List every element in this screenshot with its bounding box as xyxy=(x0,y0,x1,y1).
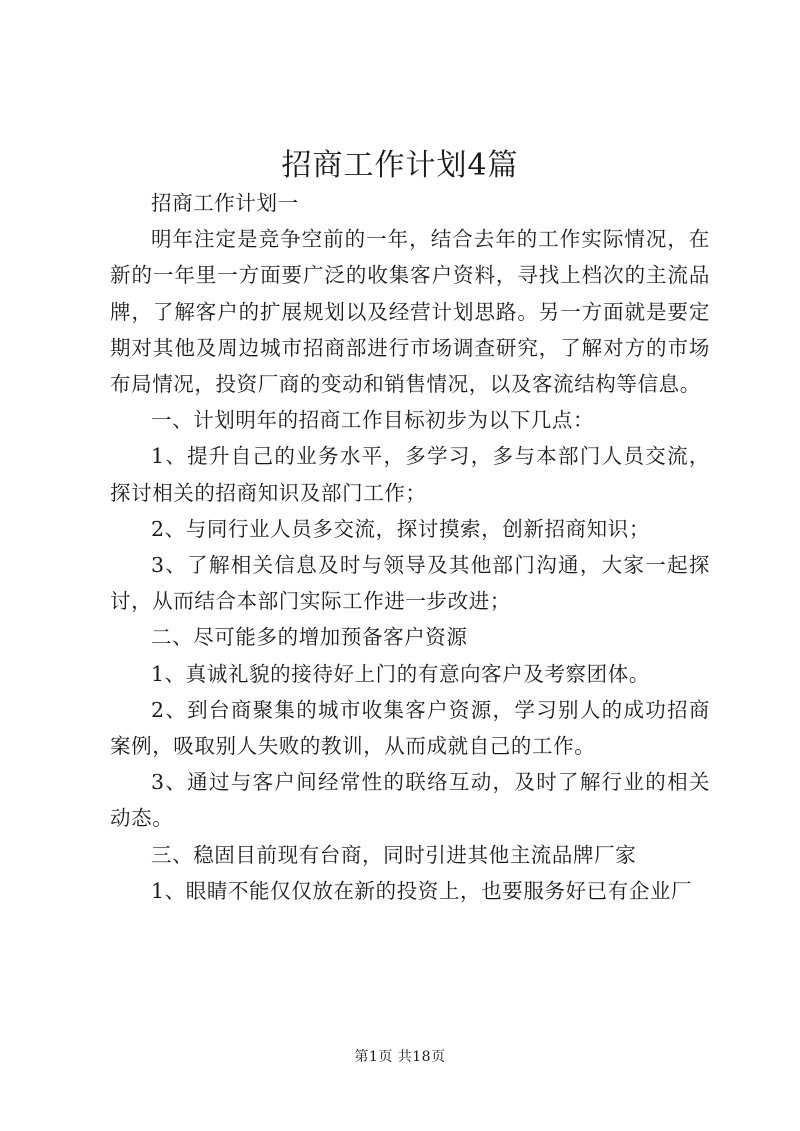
paragraph: 二、尽可能多的增加预备客户资源 xyxy=(151,625,468,650)
paragraph: 三、稳固目前现有台商，同时引进其他主流品牌厂家 xyxy=(151,842,637,867)
document-title: 招商工作计划4篇 xyxy=(281,148,519,183)
page-number-footer: 第1页 共18页 xyxy=(354,1049,446,1065)
paragraph: 1、真诚礼貌的接待好上门的有意向客户及考察团体。 xyxy=(151,661,650,686)
document-body xyxy=(110,185,710,909)
paragraph: 2、与同行业人员多交流，探讨摸索，创新招商知识； xyxy=(151,516,650,541)
paragraph: 3、了解相关信息及时与领导及其他部门沟通，大家一起探讨，从而结合本部门实际工作进一步改进； xyxy=(110,553,710,614)
paragraph: 1、提升自己的业务水平，多学习，多与本部门人员交流，探讨相关的招商知识及部门工作； xyxy=(110,444,710,505)
paragraph: 1、眼睛不能仅仅放在新的投资上，也要服务好已有企业厂 xyxy=(151,878,693,903)
paragraph: 一、计划明年的招商工作目标初步为以下几点： xyxy=(151,408,595,433)
paragraph: 3、通过与客户间经常性的联络互动，及时了解行业的相关动态。 xyxy=(110,770,710,831)
paragraph: 明年注定是竞争空前的一年，结合去年的工作实际情况，在新的一年里一方面要广泛的收集客户资料，寻找上档次的主流品牌，了解客户的扩展规划以及经营计划思路。另一方面就是要定期对其他及周边城市招商部进行市场调查研究，了解对方的市场布局情况，投资厂商的变动和销售情况，以及客流结构等信息。 xyxy=(110,227,710,397)
section-heading: 招商工作计划一 xyxy=(151,191,299,215)
paragraph: 2、到台商聚集的城市收集客户资源，学习别人的成功招商案例，吸取别人失败的教训，从而成就自己的工作。 xyxy=(110,697,710,759)
